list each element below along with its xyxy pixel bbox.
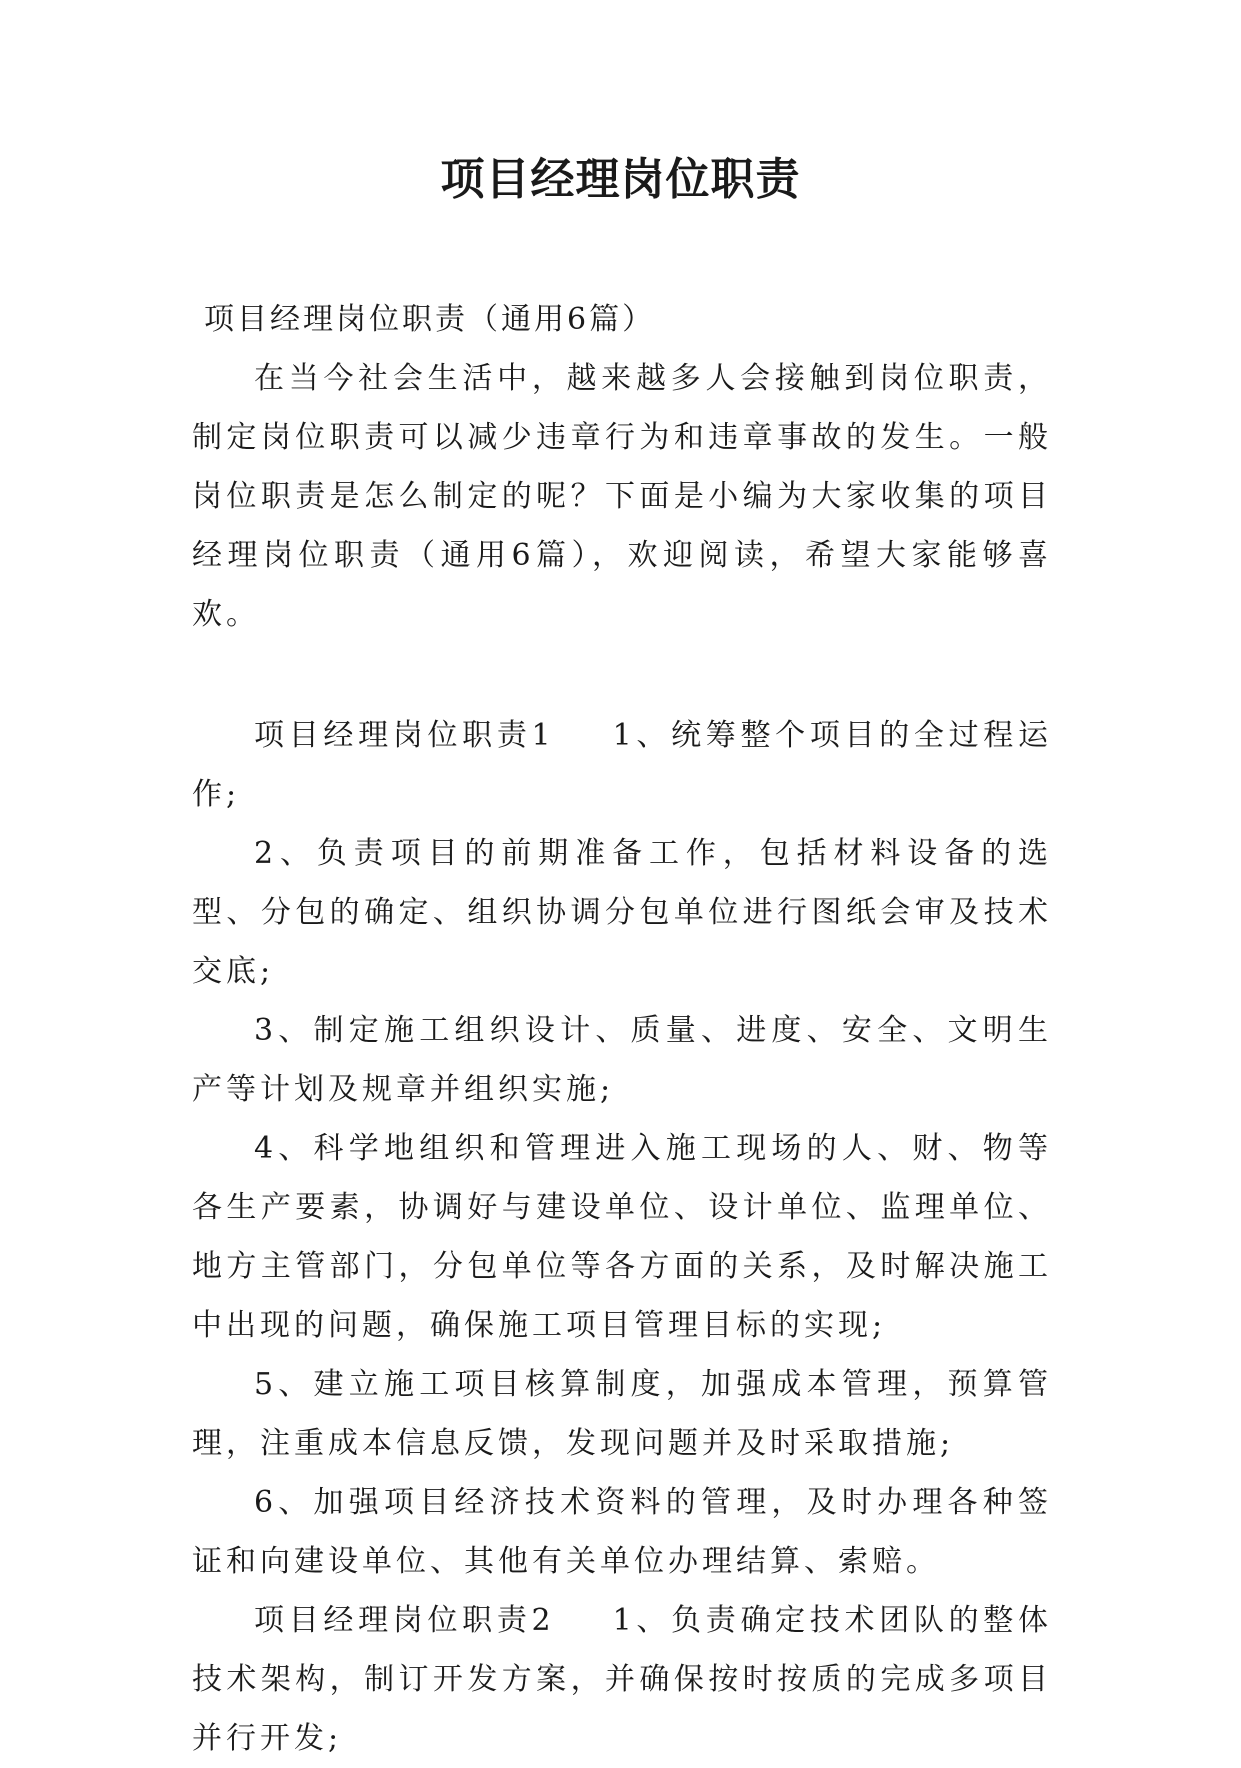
- document-subtitle: 项目经理岗位职责（通用6篇）: [204, 302, 656, 337]
- section-1-item-5: 5、建立施工项目核算制度，加强成本管理，预算管理，注重成本信息反馈，发现问题并及时采取措施;: [192, 1367, 1052, 1461]
- section-2-item-1: 1、负责确定技术团队的整体技术架构，制订开发方案，并确保按时按质的完成多项目并行开发;: [192, 1603, 1052, 1756]
- intro-paragraph: 在当今社会生活中，越来越多人会接触到岗位职责，制定岗位职责可以减少违章行为和违章事故的发生。一般岗位职责是怎么制定的呢？下面是小编为大家收集的项目经理岗位职责（通用6篇），欢迎阅读，希望大家能够喜欢。: [192, 361, 1052, 632]
- section-1-first-paragraph: [192, 706, 1052, 824]
- section-1-item-1: 1、统筹整个项目的全过程运作;: [192, 718, 1052, 812]
- section-1-item-4: 4、科学地组织和管理进入施工现场的人、财、物等各生产要素，协调好与建设单位、设计单位、监理单位、地方主管部门，分包单位等各方面的关系，及时解决施工中出现的问题，确保施工项目管理目标的实现;: [192, 1131, 1052, 1343]
- section-1-item-6: 6、加强项目经济技术资料的管理，及时办理各种签证和向建设单位、其他有关单位办理结算、索赔。: [192, 1485, 1052, 1579]
- section-1-item-2: 2、负责项目的前期准备工作，包括材料设备的选型、分包的确定、组织协调分包单位进行图纸会审及技术交底;: [192, 836, 1052, 989]
- document-body: [192, 290, 1052, 1768]
- section-2-first-paragraph: [192, 1591, 1052, 1768]
- section-2-heading: 项目经理岗位职责2: [254, 1603, 555, 1638]
- section-1-item-3: 3、制定施工组织设计、质量、进度、安全、文明生产等计划及规章并组织实施;: [192, 1013, 1052, 1107]
- document-title: 项目经理岗位职责: [440, 154, 801, 205]
- section-1-heading: 项目经理岗位职责1: [254, 718, 555, 753]
